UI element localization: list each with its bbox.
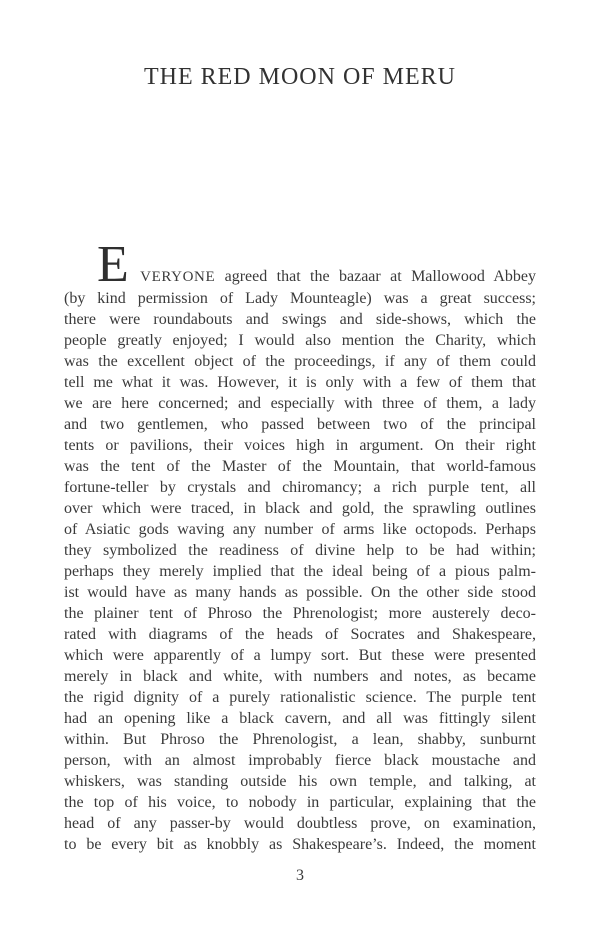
- body-lines: [64, 288, 536, 855]
- body-line: head of any passer-by would doubtless prove, on examination,: [64, 815, 536, 832]
- body-line: tell me what it was. However, it is only with a few of them that: [64, 374, 536, 391]
- body-line: fortune-teller by crystals and chiromancy; a rich purple tent, all: [64, 479, 536, 496]
- body-line: ist would have as many hands as possible. On the other side stood: [64, 584, 536, 601]
- body-line: the rigid dignity of a purely rationalistic science. The purple tent: [64, 689, 536, 706]
- body-line-first: [64, 236, 537, 293]
- body-line: was the excellent object of the proceedings, if any of them could: [64, 353, 536, 370]
- body-line: had an opening like a black cavern, and all was fittingly silent: [64, 710, 536, 727]
- body-line: there were roundabouts and swings and side-shows, which the: [64, 311, 536, 328]
- body-line: perhaps they merely implied that the ideal being of a pious palm-: [64, 563, 536, 580]
- body-line: people greatly enjoyed; I would also mention the Charity, which: [64, 332, 536, 349]
- body-line: and two gentlemen, who passed between two of the principal: [64, 416, 536, 433]
- page-number: 3: [296, 867, 304, 884]
- body-line: the top of his voice, to nobody in particular, explaining that the: [64, 794, 536, 811]
- body-line: the plainer tent of Phroso the Phrenologist; more austerely deco-: [64, 605, 536, 622]
- initial-capital: E: [97, 236, 129, 293]
- lead-caps-word: VERYONE: [140, 269, 216, 285]
- chapter-title: THE RED MOON OF MERU: [143, 64, 456, 90]
- body-line: within. But Phroso the Phrenologist, a lean, shabby, sunburnt: [64, 731, 536, 748]
- first-line-rest: agreed that the bazaar at Mallowood Abbey: [224, 268, 537, 285]
- body-line: rated with diagrams of the heads of Socrates and Shakespeare,: [64, 626, 536, 643]
- body-line: to be every bit as knobbly as Shakespeare’s. Indeed, the moment: [64, 836, 536, 853]
- body-line: (by kind permission of Lady Mounteagle) was a great success;: [64, 290, 536, 307]
- body-line: merely in black and white, with numbers and notes, as became: [64, 668, 536, 685]
- body-line: they symbolized the readiness of divine help to be had within;: [64, 542, 536, 559]
- body-line: was the tent of the Master of the Mountain, that world-famous: [64, 458, 536, 475]
- body-line: which were apparently of a lumpy sort. But these were presented: [64, 647, 536, 664]
- body-line: person, with an almost improbably fierce black moustache and: [64, 752, 536, 769]
- body-line: whiskers, was standing outside his own temple, and talking, at: [64, 773, 536, 790]
- body-line: over which were traced, in black and gold, the sprawling outlines: [64, 500, 536, 517]
- body-line: we are here concerned; and especially with three of them, a lady: [64, 395, 536, 412]
- body-line: tents or pavilions, their voices high in argument. On their right: [64, 437, 536, 454]
- body-text: [64, 236, 537, 855]
- body-line: of Asiatic gods waving any number of arms like octopods. Perhaps: [64, 521, 536, 538]
